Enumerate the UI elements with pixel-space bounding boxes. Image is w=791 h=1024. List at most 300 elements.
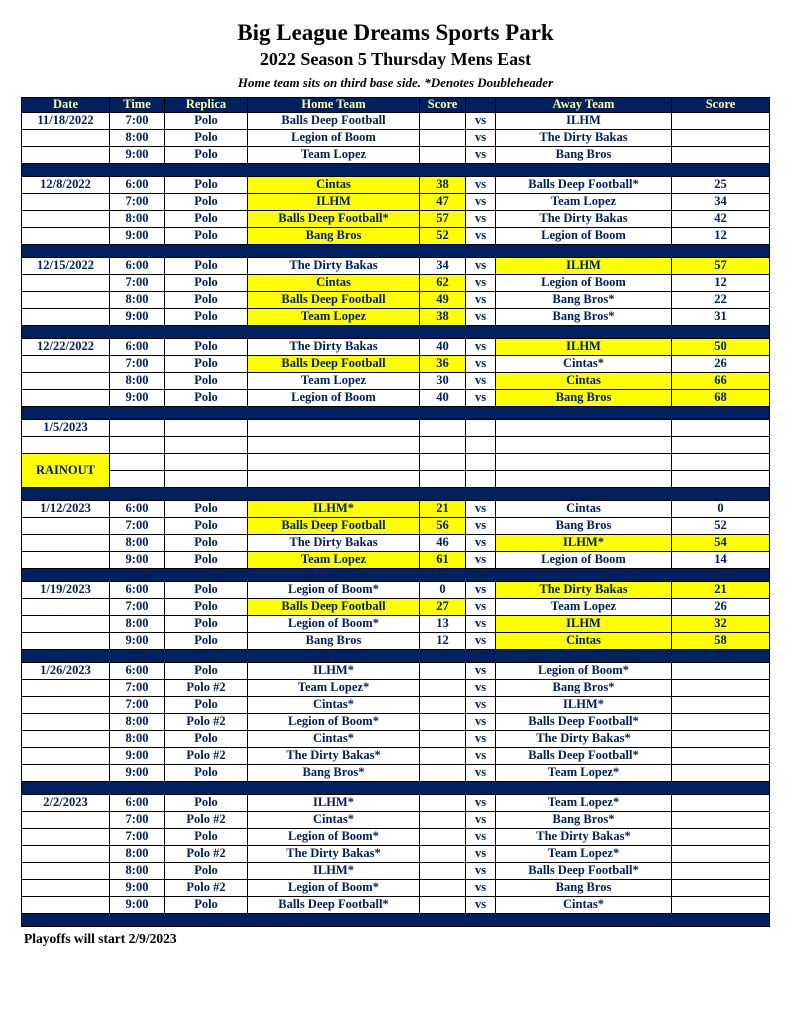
away-team-cell: Bang Bros [496,390,672,407]
home-team-cell: Legion of Boom* [248,714,420,731]
home-score-cell: 40 [420,390,466,407]
replica-cell: Polo [165,113,248,130]
home-score-cell: 36 [420,356,466,373]
replica-cell: Polo [165,339,248,356]
replica-cell: Polo [165,373,248,390]
game-row [22,812,770,829]
time-cell: 7:00 [110,356,165,373]
away-score-cell: 14 [672,552,770,569]
away-team-cell: The Dirty Bakas [496,211,672,228]
vs-cell [466,420,496,437]
date-cell [22,147,110,164]
game-row [22,501,770,518]
time-cell: 9:00 [110,147,165,164]
vs-cell: vs [466,880,496,897]
time-cell: 6:00 [110,582,165,599]
away-score-cell: 66 [672,373,770,390]
game-row [22,795,770,812]
away-score-cell [672,731,770,748]
date-cell: 1/12/2023 [22,501,110,518]
vs-cell: vs [466,292,496,309]
away-score-cell [672,471,770,488]
home-score-cell: 46 [420,535,466,552]
home-team-cell: Balls Deep Football [248,356,420,373]
separator-bar [22,650,770,663]
replica-cell: Polo [165,518,248,535]
replica-cell: Polo [165,731,248,748]
date-cell [22,599,110,616]
time-cell: 9:00 [110,765,165,782]
replica-cell: Polo [165,897,248,914]
away-score-cell: 21 [672,582,770,599]
page-subtitle: 2022 Season 5 Thursday Mens East [259,49,532,69]
replica-cell: Polo [165,211,248,228]
replica-cell: Polo [165,663,248,680]
away-score-cell [672,748,770,765]
game-row [22,437,770,454]
time-cell: 7:00 [110,680,165,697]
date-cell [22,714,110,731]
away-score-cell: 57 [672,258,770,275]
date-cell [22,748,110,765]
away-team-cell: Team Lopez [496,194,672,211]
away-team-cell: The Dirty Bakas* [496,731,672,748]
replica-cell [165,454,248,471]
away-team-cell: ILHM [496,113,672,130]
replica-cell [165,420,248,437]
col-header-away-team: Away Team [496,98,672,113]
date-cell [22,829,110,846]
vs-cell: vs [466,714,496,731]
replica-cell: Polo #2 [165,748,248,765]
home-score-cell: 49 [420,292,466,309]
vs-cell: vs [466,680,496,697]
date-cell [22,765,110,782]
away-score-cell [672,880,770,897]
home-team-cell: ILHM* [248,863,420,880]
vs-cell: vs [466,501,496,518]
replica-cell: Polo [165,535,248,552]
game-row [22,518,770,535]
date-cell [22,390,110,407]
home-score-cell: 47 [420,194,466,211]
time-cell: 9:00 [110,880,165,897]
away-score-cell [672,829,770,846]
time-cell: 6:00 [110,177,165,194]
away-score-cell [672,812,770,829]
away-score-cell [672,714,770,731]
time-cell: 9:00 [110,390,165,407]
game-row [22,454,770,471]
vs-cell: vs [466,275,496,292]
home-team-cell: Cintas* [248,731,420,748]
col-header-away-score: Score [672,98,770,113]
away-team-cell: Balls Deep Football* [496,177,672,194]
time-cell: 9:00 [110,552,165,569]
home-score-cell [420,471,466,488]
vs-cell: vs [466,356,496,373]
col-header-replica: Replica [165,98,248,113]
home-team-cell: Balls Deep Football [248,599,420,616]
home-team-cell [248,471,420,488]
home-score-cell: 13 [420,616,466,633]
separator-bar [22,914,770,927]
home-score-cell: 40 [420,339,466,356]
vs-cell: vs [466,147,496,164]
time-cell [110,454,165,471]
home-team-cell: The Dirty Bakas [248,535,420,552]
date-cell [22,552,110,569]
col-header-home-team: Home Team [248,98,420,113]
home-team-cell: Balls Deep Football [248,292,420,309]
date-cell: 1/19/2023 [22,582,110,599]
home-team-cell: Legion of Boom [248,390,420,407]
game-row [22,697,770,714]
home-team-cell [248,420,420,437]
date-cell [22,130,110,147]
vs-cell: vs [466,130,496,147]
away-score-cell [672,130,770,147]
separator-bar-fill [22,569,770,582]
separator-bar-fill [22,326,770,339]
date-cell: 11/18/2022 [22,113,110,130]
date-cell [22,812,110,829]
date-cell [22,194,110,211]
home-team-cell: Legion of Boom* [248,829,420,846]
away-score-cell: 32 [672,616,770,633]
time-cell: 7:00 [110,113,165,130]
home-score-cell: 62 [420,275,466,292]
home-team-cell: Legion of Boom* [248,880,420,897]
time-cell: 8:00 [110,535,165,552]
replica-cell: Polo [165,501,248,518]
game-row [22,846,770,863]
home-team-cell: Team Lopez [248,309,420,326]
vs-cell: vs [466,177,496,194]
vs-cell: vs [466,373,496,390]
game-row [22,420,770,437]
home-score-cell [420,863,466,880]
home-score-cell: 38 [420,309,466,326]
separator-bar-fill [22,782,770,795]
away-score-cell: 42 [672,211,770,228]
home-score-cell: 52 [420,228,466,245]
away-score-cell: 12 [672,275,770,292]
schedule-table [21,97,770,927]
replica-cell: Polo [165,582,248,599]
date-cell [22,518,110,535]
vs-cell: vs [466,599,496,616]
home-score-cell: 27 [420,599,466,616]
game-row [22,113,770,130]
game-row [22,130,770,147]
home-score-cell: 57 [420,211,466,228]
home-team-cell: Bang Bros* [248,765,420,782]
game-row [22,275,770,292]
time-cell [110,420,165,437]
replica-cell: Polo #2 [165,880,248,897]
time-cell: 8:00 [110,130,165,147]
away-team-cell: Cintas* [496,897,672,914]
away-team-cell: Team Lopez* [496,765,672,782]
separator-bar-fill [22,245,770,258]
time-cell [110,437,165,454]
away-score-cell: 54 [672,535,770,552]
game-row [22,535,770,552]
home-score-cell [420,731,466,748]
time-cell: 7:00 [110,829,165,846]
away-team-cell: Bang Bros* [496,812,672,829]
home-team-cell: Cintas* [248,812,420,829]
date-cell [22,731,110,748]
separator-bar [22,782,770,795]
date-cell [22,228,110,245]
vs-cell: vs [466,552,496,569]
time-cell: 7:00 [110,697,165,714]
away-score-cell: 34 [672,194,770,211]
game-row [22,714,770,731]
col-header-home-score: Score [420,98,466,113]
home-team-cell: Cintas [248,177,420,194]
home-score-cell [420,795,466,812]
date-cell [22,616,110,633]
replica-cell: Polo [165,633,248,650]
home-team-cell: Balls Deep Football [248,113,420,130]
date-cell [22,680,110,697]
time-cell: 8:00 [110,731,165,748]
game-row [22,390,770,407]
home-score-cell [420,846,466,863]
home-score-cell: 38 [420,177,466,194]
date-cell [22,535,110,552]
playoffs-note: Playoffs will start 2/9/2023 [24,931,177,946]
vs-cell: vs [466,390,496,407]
away-score-cell [672,663,770,680]
rainout-cell: RAINOUT [22,454,110,488]
away-score-cell: 31 [672,309,770,326]
date-cell [22,897,110,914]
time-cell: 6:00 [110,339,165,356]
home-score-cell [420,714,466,731]
home-team-cell: Bang Bros [248,633,420,650]
schedule-header-row [22,98,770,113]
time-cell: 7:00 [110,194,165,211]
replica-cell: Polo [165,147,248,164]
away-team-cell: Team Lopez* [496,846,672,863]
vs-cell [466,437,496,454]
away-score-cell: 25 [672,177,770,194]
separator-bar-fill [22,407,770,420]
game-row [22,897,770,914]
home-team-cell: Cintas [248,275,420,292]
away-score-cell: 0 [672,501,770,518]
replica-cell: Polo [165,309,248,326]
vs-cell: vs [466,228,496,245]
time-cell: 8:00 [110,863,165,880]
replica-cell: Polo [165,616,248,633]
replica-cell: Polo [165,552,248,569]
game-row [22,258,770,275]
home-score-cell [420,880,466,897]
home-score-cell [420,663,466,680]
home-score-cell: 0 [420,582,466,599]
time-cell: 9:00 [110,633,165,650]
away-score-cell [672,897,770,914]
date-cell [22,846,110,863]
vs-cell: vs [466,795,496,812]
away-team-cell: ILHM [496,616,672,633]
game-row [22,663,770,680]
replica-cell: Polo #2 [165,714,248,731]
time-cell: 9:00 [110,309,165,326]
col-header-time: Time [110,98,165,113]
separator-bar [22,326,770,339]
home-team-cell: Team Lopez* [248,680,420,697]
game-row [22,680,770,697]
away-team-cell: Balls Deep Football* [496,748,672,765]
vs-cell: vs [466,582,496,599]
vs-cell: vs [466,616,496,633]
replica-cell: Polo #2 [165,812,248,829]
date-cell [22,309,110,326]
home-team-cell: Team Lopez [248,552,420,569]
date-cell: 1/26/2023 [22,663,110,680]
away-team-cell: The Dirty Bakas [496,130,672,147]
home-score-cell [420,420,466,437]
replica-cell: Polo #2 [165,846,248,863]
away-team-cell: The Dirty Bakas [496,582,672,599]
date-cell [22,633,110,650]
away-score-cell: 12 [672,228,770,245]
away-team-cell: Legion of Boom [496,228,672,245]
time-cell: 8:00 [110,211,165,228]
away-score-cell: 26 [672,599,770,616]
home-team-cell: Legion of Boom* [248,616,420,633]
replica-cell: Polo [165,194,248,211]
away-team-cell: Bang Bros [496,518,672,535]
replica-cell: Polo [165,697,248,714]
away-team-cell: Bang Bros* [496,680,672,697]
game-row [22,829,770,846]
away-score-cell [672,147,770,164]
game-row [22,765,770,782]
time-cell: 9:00 [110,748,165,765]
away-score-cell: 22 [672,292,770,309]
vs-cell: vs [466,731,496,748]
date-cell [22,863,110,880]
away-score-cell [672,846,770,863]
vs-cell: vs [466,897,496,914]
game-row [22,582,770,599]
away-team-cell [496,420,672,437]
game-row [22,471,770,488]
home-team-cell: Team Lopez [248,147,420,164]
game-row [22,599,770,616]
home-team-cell: Cintas* [248,697,420,714]
time-cell: 7:00 [110,599,165,616]
date-cell: 2/2/2023 [22,795,110,812]
vs-cell: vs [466,194,496,211]
game-row [22,633,770,650]
home-score-cell [420,829,466,846]
away-score-cell [672,420,770,437]
replica-cell: Polo [165,765,248,782]
replica-cell: Polo [165,829,248,846]
time-cell: 9:00 [110,228,165,245]
separator-bar [22,245,770,258]
home-team-cell: Legion of Boom* [248,582,420,599]
time-cell: 9:00 [110,897,165,914]
vs-cell: vs [466,863,496,880]
home-team-cell: Balls Deep Football [248,518,420,535]
away-team-cell [496,454,672,471]
time-cell: 8:00 [110,292,165,309]
time-cell: 7:00 [110,812,165,829]
date-cell [22,373,110,390]
away-team-cell: Cintas [496,633,672,650]
date-cell: 12/22/2022 [22,339,110,356]
away-team-cell: ILHM* [496,535,672,552]
time-cell: 7:00 [110,275,165,292]
home-score-cell: 21 [420,501,466,518]
replica-cell: Polo [165,599,248,616]
away-team-cell [496,471,672,488]
home-team-cell [248,437,420,454]
home-team-cell: Legion of Boom [248,130,420,147]
home-team-cell [248,454,420,471]
game-row [22,292,770,309]
away-score-cell [672,863,770,880]
home-team-cell: ILHM* [248,501,420,518]
time-cell: 8:00 [110,616,165,633]
date-cell [22,437,110,454]
home-score-cell [420,897,466,914]
replica-cell: Polo [165,275,248,292]
vs-cell: vs [466,258,496,275]
away-score-cell: 68 [672,390,770,407]
away-score-cell [672,437,770,454]
replica-cell: Polo [165,390,248,407]
date-cell [22,211,110,228]
home-score-cell [420,113,466,130]
vs-cell: vs [466,309,496,326]
game-row [22,616,770,633]
away-score-cell: 26 [672,356,770,373]
date-cell [22,292,110,309]
away-score-cell [672,454,770,471]
game-row [22,177,770,194]
away-team-cell: Legion of Boom* [496,663,672,680]
away-team-cell: Bang Bros [496,880,672,897]
game-row [22,309,770,326]
time-cell: 7:00 [110,518,165,535]
separator-bar [22,407,770,420]
away-team-cell: ILHM [496,258,672,275]
away-team-cell: Bang Bros [496,147,672,164]
date-cell: 1/5/2023 [22,420,110,437]
home-score-cell: 34 [420,258,466,275]
time-cell: 6:00 [110,795,165,812]
vs-cell: vs [466,518,496,535]
home-score-cell: 56 [420,518,466,535]
home-score-cell [420,812,466,829]
away-team-cell: ILHM* [496,697,672,714]
time-cell [110,471,165,488]
away-score-cell [672,765,770,782]
game-row [22,552,770,569]
away-team-cell: Legion of Boom [496,552,672,569]
separator-bar [22,488,770,501]
